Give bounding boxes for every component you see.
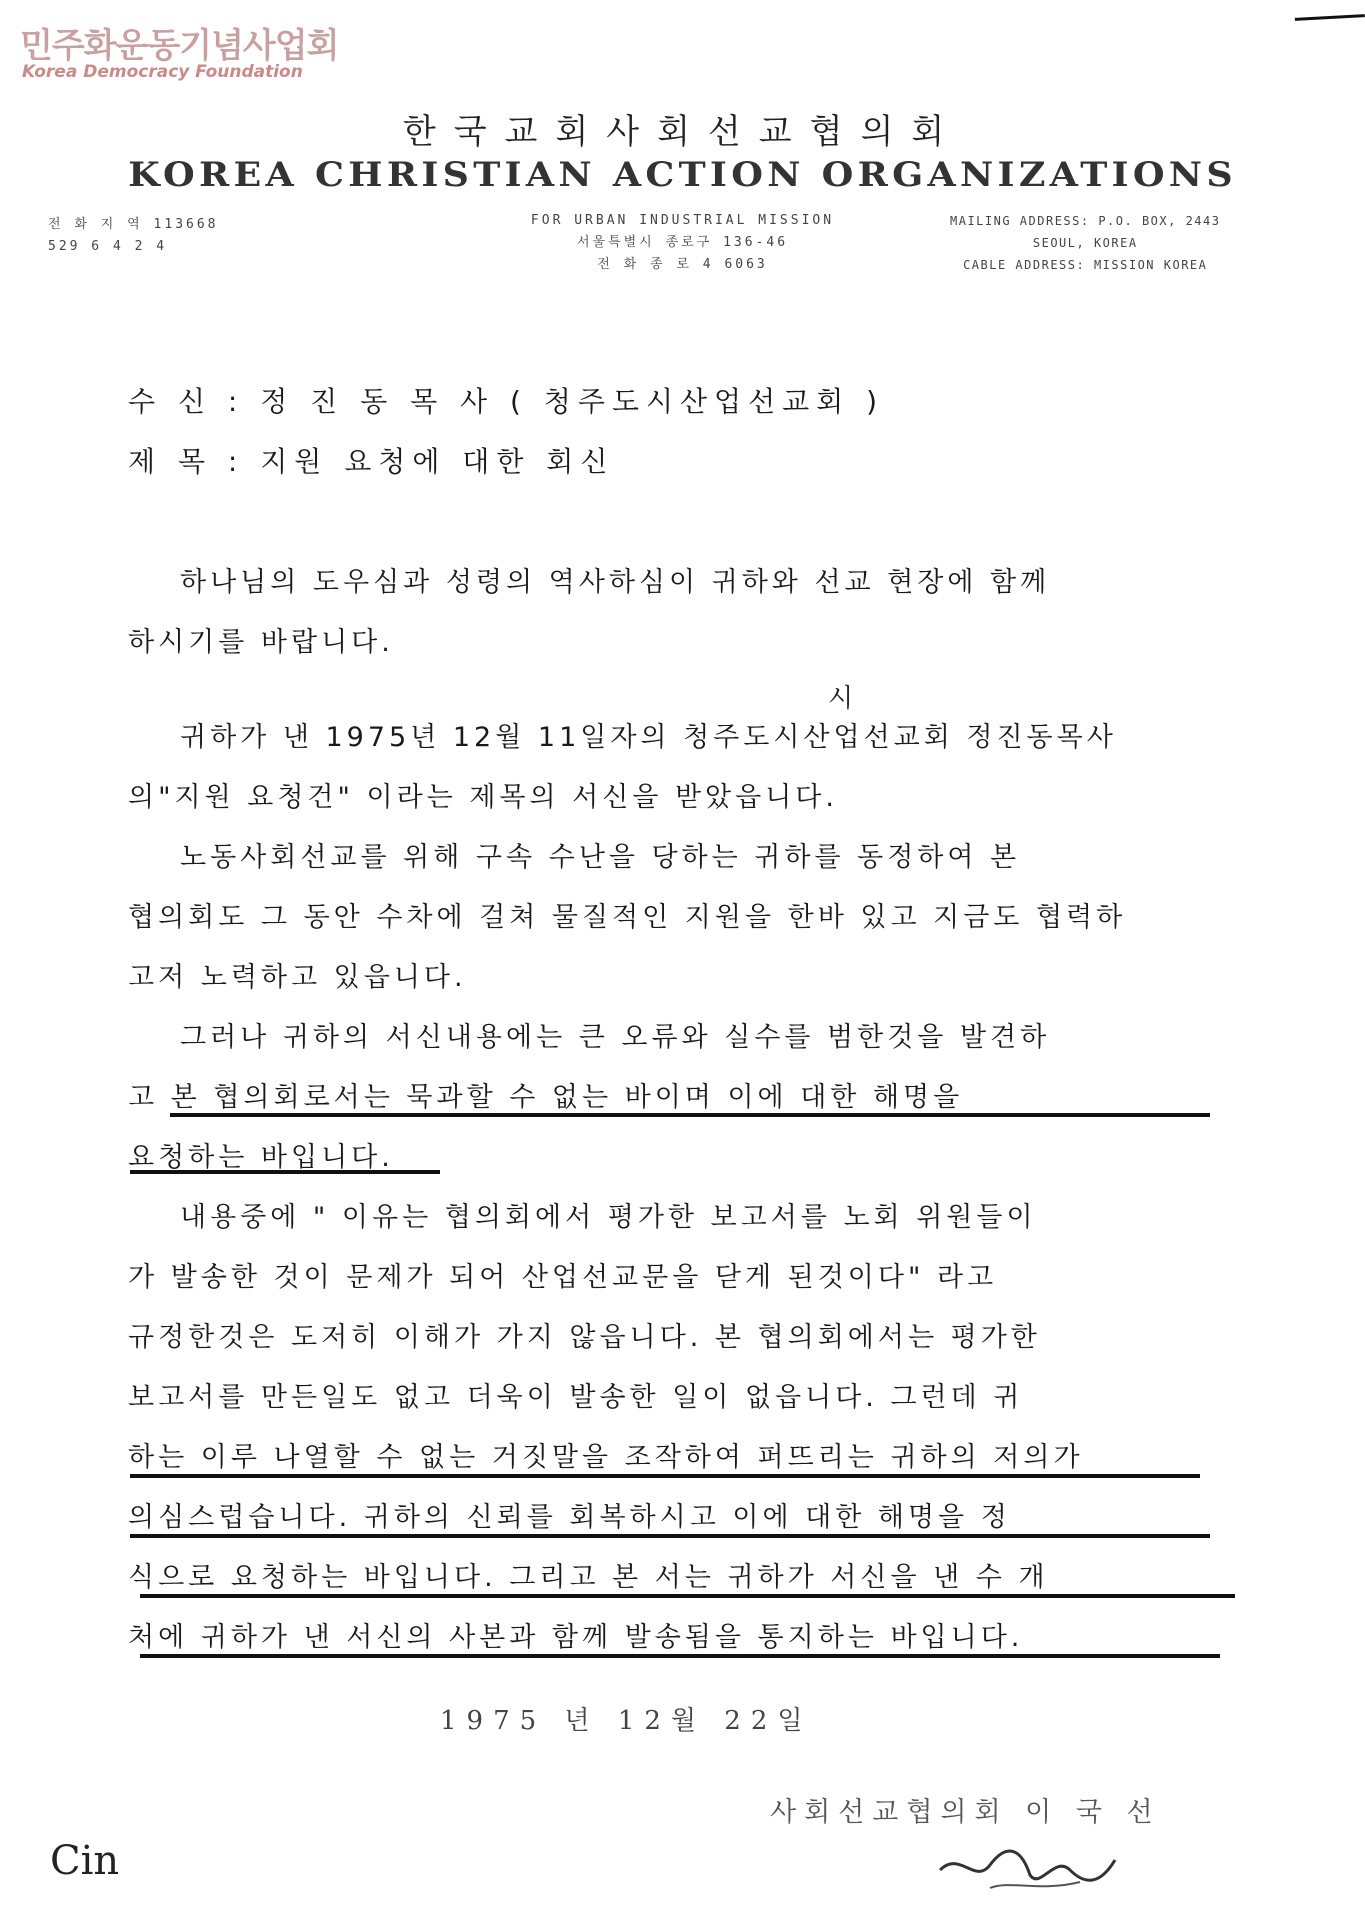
mailing-address (950, 210, 1220, 276)
body-line: 식으로 요청하는 바입니다. 그리고 본 서는 귀하가 서신을 낸 수 개 (128, 1562, 1049, 1593)
contact-line: 529 6 4 2 4 (48, 239, 168, 254)
corner-stroke (1295, 14, 1365, 27)
body-line: 의"지원 요청건" 이라는 제목의 서신을 받았읍니다. (128, 782, 838, 813)
underline (140, 1594, 1235, 1598)
body-line: 가 발송한 것이 문제가 되어 산업선교문을 닫게 된것이다" 라고 (128, 1262, 998, 1293)
body-line: 귀하가 낸 1975년 12월 11일자의 청주도시산업선교회 정진동목사 (180, 722, 1117, 753)
watermark-korean: 민주화운동기념사업회 (20, 26, 339, 66)
subject-line: 제 목 : 지원 요청에 대한 회신 (128, 445, 615, 478)
underline (140, 1654, 1220, 1658)
mission-line: 전 화 종 로 4 6063 (597, 257, 768, 272)
body-line: 하나님의 도우심과 성령의 역사하심이 귀하와 선교 현장에 함께 (180, 567, 1051, 598)
body-line: 처에 귀하가 낸 서신의 사본과 함께 발송됨을 통지하는 바입니다. (128, 1622, 1024, 1653)
body-line: 하시기를 바랍니다. (128, 627, 394, 658)
underline (130, 1534, 1210, 1538)
mailing-line: CABLE ADDRESS: MISSION KOREA (963, 258, 1208, 272)
body-line: 요청하는 바입니다. (128, 1142, 394, 1173)
body-line: 보고서를 만든일도 없고 더욱이 발송한 일이 없읍니다. 그런데 귀 (128, 1382, 1024, 1413)
handwritten-signature (930, 1830, 1150, 1900)
body-line: 고저 노력하고 있읍니다. (128, 962, 467, 993)
body-line: 규정한것은 도저히 이해가 가지 않읍니다. 본 협의회에서는 평가한 (128, 1322, 1041, 1353)
body-line: 하는 이루 나열할 수 없는 거짓말을 조작하여 퍼뜨리는 귀하의 저의가 (128, 1442, 1084, 1473)
body-line: 노동사회선교를 위해 구속 수난을 당하는 귀하를 동정하여 본 (180, 842, 1021, 873)
body-line: 협의회도 그 동안 수차에 걸쳐 물질적인 지원을 한바 있고 지금도 협력하 (128, 902, 1127, 933)
contact-line: 전 화 지 역 113668 (48, 217, 219, 232)
mailing-line: SEOUL, KOREA (1032, 236, 1138, 250)
body-line: 의심스럽습니다. 귀하의 신뢰를 회복하시고 이에 대한 해명을 정 (128, 1502, 1011, 1533)
watermark-english: Korea Democracy Foundation (22, 62, 303, 82)
recipient-line: 수 신 : 정 진 동 목 사 ( 청주도시산업선교회 ) (128, 385, 885, 418)
body-line: 그러나 귀하의 서신내용에는 큰 오류와 실수를 범한것을 발견하 (180, 1022, 1051, 1053)
body-line: 내용중에 " 이유는 협의회에서 평가한 보고서를 노회 위원들이 (180, 1202, 1037, 1233)
org-name-korean: 한국교회사회선교협의회 (402, 112, 963, 152)
mailing-line: MAILING ADDRESS: P.O. BOX, 2443 (950, 214, 1221, 228)
mission-line: 서울특별시 종로구 136-46 (576, 235, 789, 250)
signer-name: 사회선교협의회 이 국 선 (770, 1797, 1161, 1828)
underline (130, 1170, 440, 1174)
handwritten-insertion: 시 (828, 684, 854, 714)
underline (170, 1113, 1210, 1117)
marginal-note: Cin (50, 1838, 120, 1884)
body-line: 고 본 협의회로서는 묵과할 수 없는 바이며 이에 대한 해명을 (128, 1082, 964, 1113)
underline (130, 1474, 1200, 1478)
org-name-english: KOREA CHRISTIAN ACTION ORGANIZATIONS (128, 155, 1237, 195)
mission-line: FOR URBAN INDUSTRIAL MISSION (530, 213, 835, 228)
letter-date: 1975 년 12월 22일 (440, 1706, 813, 1736)
